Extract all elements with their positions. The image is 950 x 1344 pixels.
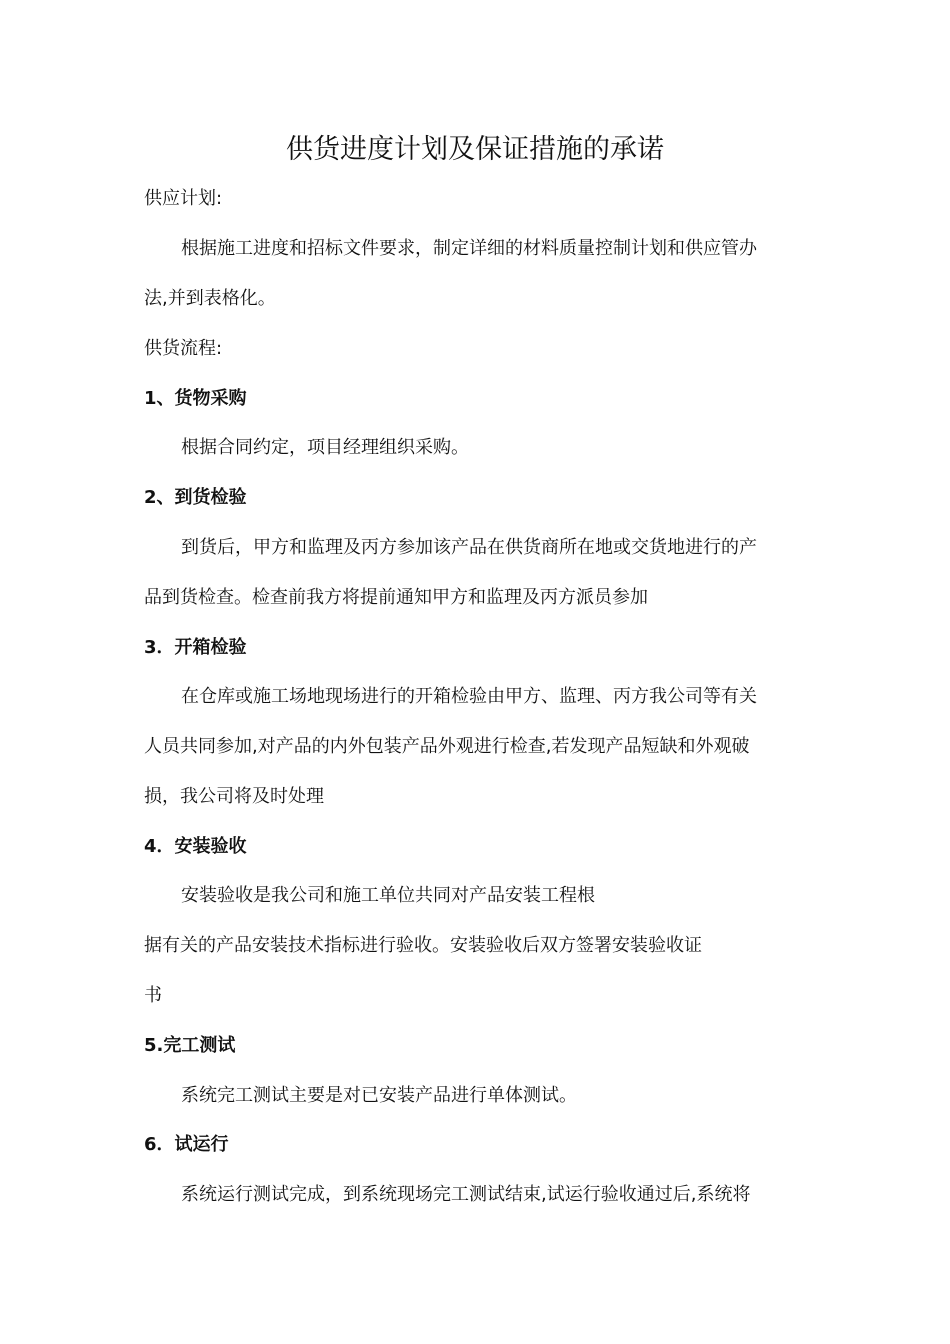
section-4-line-1: 安装验收是我公司和施工单位共同对产品安装工程根: [181, 885, 595, 906]
section-heading-1: 1、货物采购: [144, 388, 247, 409]
document-title: 供货进度计划及保证措施的承诺: [286, 134, 664, 165]
section-6-line-1: 系统运行测试完成，到系统现场完工测试结束,试运行验收通过后,系统将: [181, 1184, 751, 1205]
section-2-line-2: 品到货检查。检查前我方将提前通知甲方和监理及丙方派员参加: [144, 587, 648, 608]
section-1-line-1: 根据合同约定，项目经理组织采购。: [181, 437, 469, 458]
section-5-line-1: 系统完工测试主要是对已安装产品进行单体测试。: [181, 1085, 577, 1106]
section-3-line-3: 损，我公司将及时处理: [144, 786, 324, 807]
section-3-line-2: 人员共同参加,对产品的内外包装产品外观进行检查,若发现产品短缺和外观破: [144, 736, 750, 757]
section-heading-5: 5.完工测试: [144, 1035, 236, 1056]
section-heading-2: 2、到货检验: [144, 487, 247, 508]
process-label: 供货流程:: [144, 338, 223, 359]
section-2-line-1: 到货后，甲方和监理及丙方参加该产品在供货商所在地或交货地进行的产: [181, 537, 757, 558]
section-heading-6: 6．试运行: [144, 1134, 229, 1155]
section-heading-4: 4．安装验收: [144, 836, 247, 857]
supply-plan-text-line-2: 法,并到表格化。: [144, 288, 276, 309]
supply-plan-text-line-1: 根据施工进度和招标文件要求，制定详细的材料质量控制计划和供应管办: [181, 238, 757, 259]
section-4-line-2: 据有关的产品安装技术指标进行验收。安装验收后双方签署安装验收证: [144, 935, 702, 956]
section-4-line-3: 书: [144, 985, 162, 1006]
section-heading-3: 3．开箱检验: [144, 637, 247, 658]
supply-plan-label: 供应计划:: [144, 188, 223, 209]
section-3-line-1: 在仓库或施工场地现场进行的开箱检验由甲方、监理、丙方我公司等有关: [181, 686, 757, 707]
